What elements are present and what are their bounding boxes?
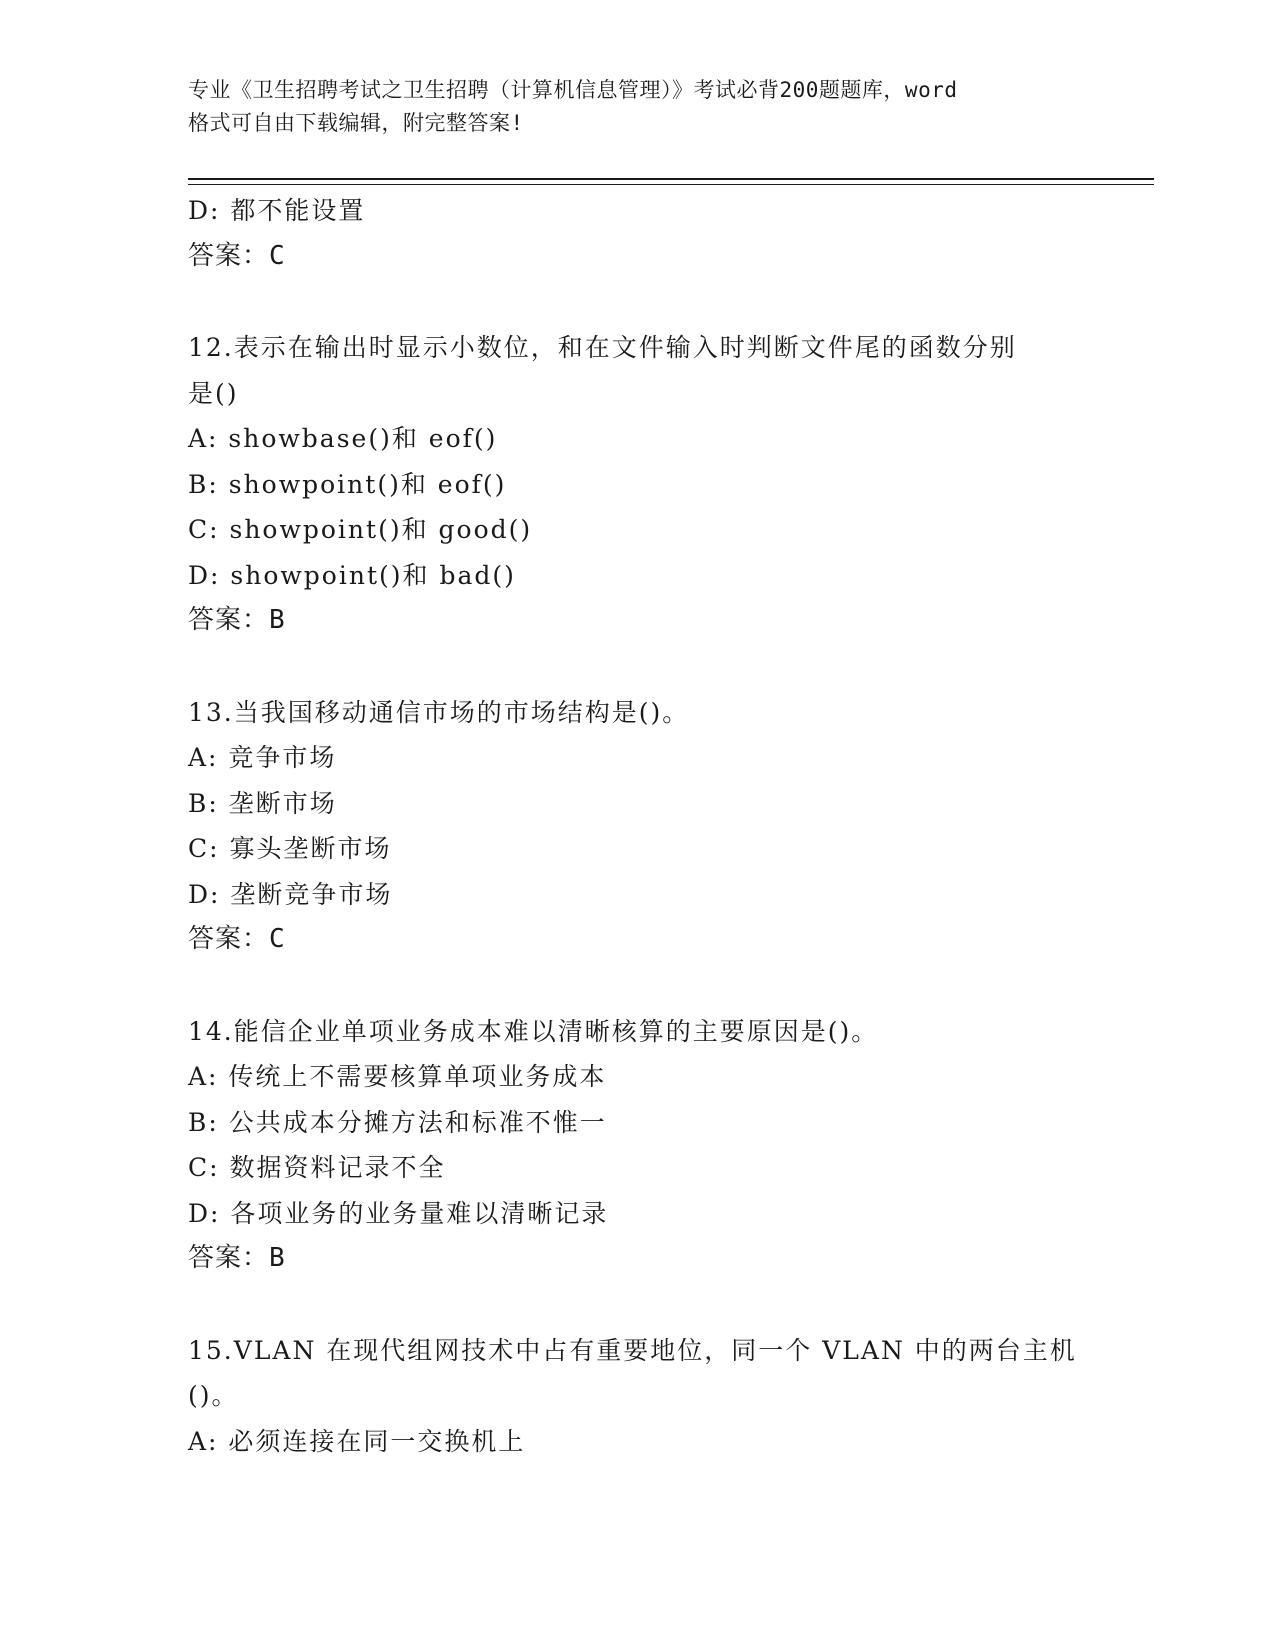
- question-content: [188, 188, 1088, 1464]
- answer-line: 答案：C: [188, 924, 286, 954]
- header-divider-thin: [188, 184, 1154, 185]
- question-stem-continued: ()。: [188, 1381, 239, 1410]
- spacer: [188, 963, 1088, 1009]
- option-d: D: 都不能设置: [188, 196, 366, 225]
- option-a: A: 传统上不需要核算单项业务成本: [188, 1062, 607, 1091]
- option-a: A: 竞争市场: [188, 743, 337, 772]
- question-stem: 15.VLAN 在现代组网技术中占有重要地位，同一个 VLAN 中的两台主机: [188, 1335, 1077, 1365]
- question-13: [188, 690, 1088, 963]
- document-header: [188, 74, 1088, 140]
- question-stem-continued: 是(): [188, 378, 239, 408]
- question-15: [188, 1328, 1088, 1465]
- header-divider-thick: [188, 178, 1154, 180]
- question-stem: 14.能信企业单项业务成本难以清晰核算的主要原因是()。: [188, 1016, 879, 1046]
- spacer: [188, 279, 1088, 325]
- question-stem: 13.当我国移动通信市场的市场结构是()。: [188, 697, 690, 727]
- answer-line: 答案：B: [188, 1243, 286, 1273]
- header-title-line-2: 格式可自由下载编辑，附完整答案!: [188, 111, 524, 135]
- option-b: B: showpoint()和 eof(): [188, 469, 507, 499]
- option-b: B: 垄断市场: [188, 788, 337, 818]
- question-stem: 12.表示在输出时显示小数位，和在文件输入时判断文件尾的函数分别: [188, 333, 1017, 362]
- previous-question-tail: [188, 188, 1088, 279]
- option-d: D: 垄断竞争市场: [188, 879, 393, 909]
- option-a: A: 必须连接在同一交换机上: [188, 1426, 526, 1456]
- spacer: [188, 1282, 1088, 1328]
- option-d: D: 各项业务的业务量难以清晰记录: [188, 1198, 609, 1228]
- option-b: B: 公共成本分摊方法和标准不惟一: [188, 1107, 607, 1137]
- option-c: C: showpoint()和 good(): [188, 515, 533, 544]
- option-a: A: showbase()和 eof(): [188, 424, 498, 453]
- option-d: D: showpoint()和 bad(): [188, 560, 516, 590]
- option-c: C: 寡头垄断市场: [188, 834, 392, 863]
- answer-line: 答案：B: [188, 605, 286, 635]
- spacer: [188, 644, 1088, 690]
- option-c: C: 数据资料记录不全: [188, 1153, 446, 1182]
- question-14: [188, 1009, 1088, 1282]
- question-12: [188, 325, 1088, 644]
- answer-line: 答案：C: [188, 240, 286, 271]
- header-title-line-1: 专业《卫生招聘考试之卫生招聘（计算机信息管理）》考试必背200题题库，word: [188, 78, 958, 102]
